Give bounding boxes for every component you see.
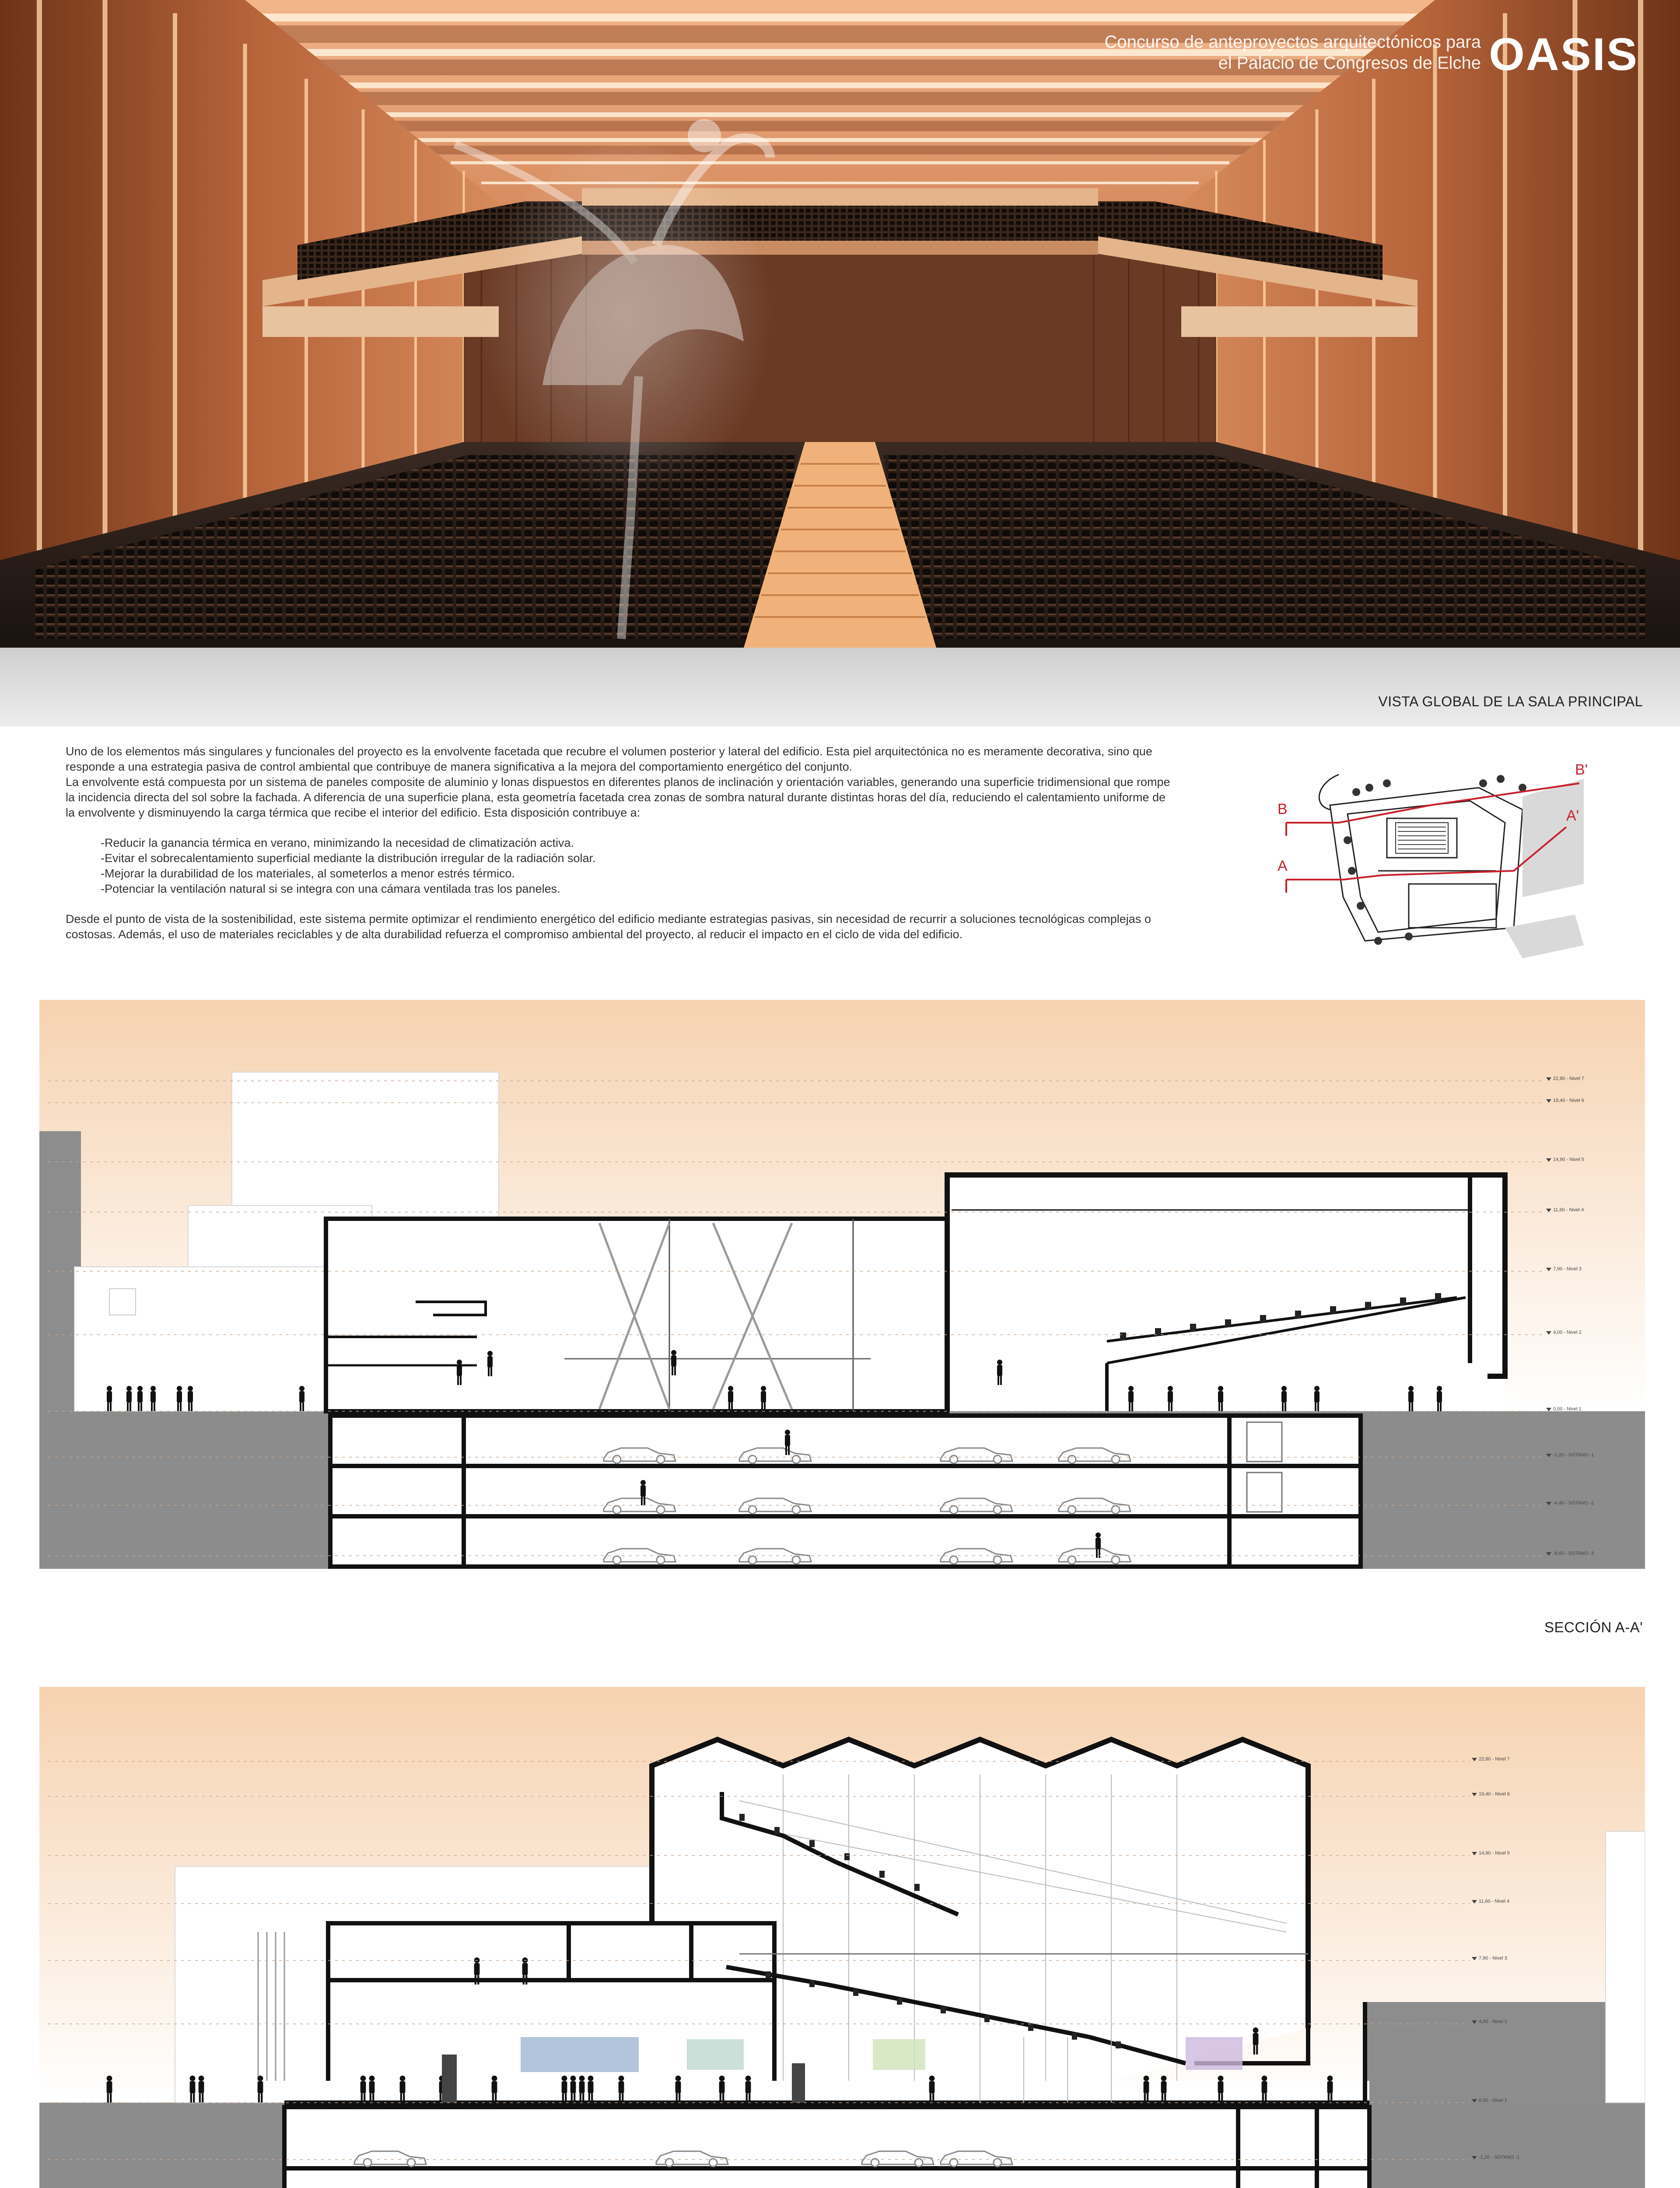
benefit-list <box>101 835 1172 897</box>
section-a-drawing <box>39 1000 1645 1604</box>
level-label: 11,60 - Nivel 4 <box>1553 1207 1584 1213</box>
section-a-svg <box>39 1000 1645 1604</box>
description-text <box>66 744 1172 942</box>
benefit-item: -Evitar el sobrecalentamiento superficial mediante la distribución irregular de la radiación solar. <box>101 852 596 865</box>
level-label: 11,60 - Nivel 4 <box>1479 1899 1510 1904</box>
statue <box>792 2063 805 2103</box>
subtitle-line-1: Concurso de anteproyectos arquitectónicos para <box>1104 32 1481 52</box>
competition-subtitle <box>912 32 1481 74</box>
level-label: 19,40 - Nivel 6 <box>1479 1792 1510 1797</box>
level-label: 4,00 - Nivel 2 <box>1479 2019 1507 2024</box>
section-b-svg <box>39 1687 1645 2188</box>
benefit-item: -Reducir la ganancia térmica en verano, minimizando la necesidad de climatización activa. <box>101 836 574 849</box>
level-label: 14,90 - Nivel 5 <box>1479 1851 1510 1856</box>
auditorium-render <box>0 0 1680 726</box>
level-label: 7,90 - Nivel 3 <box>1479 1956 1507 1961</box>
level-label: 7,90 - Nivel 3 <box>1553 1266 1582 1272</box>
description-paragraph-2: La envolvente está compuesta por un sistema de paneles composite de aluminio y lonas dispuestos en diferentes planos de inclinación y orientación variables, generando una superficie tridimensional que rompe la incidencia directa del sol sobre la fachada. A diferencia de una superficie plana, esta geometría facetada crea zonas de sombra natural durante distintas horas del día, reduciendo el calentamiento uniforme de la envolvente y disminuyendo la carga térmica que recibe el interior del edificio. Esta disposición contribuye a: <box>66 775 1170 819</box>
level-label: -4,40 - SÓTANO -2 <box>1553 1501 1594 1506</box>
statue <box>442 2055 457 2103</box>
level-label: 14,90 - Nivel 5 <box>1553 1157 1584 1162</box>
keyplan-label-a-prime: A' <box>1566 807 1579 824</box>
section-b-drawing <box>39 1687 1645 2188</box>
section-a-caption: SECCIÓN A-A' <box>1544 1619 1643 1635</box>
level-label: 4,00 - Nivel 2 <box>1553 1330 1582 1335</box>
level-label: 19,40 - Nivel 6 <box>1553 1098 1584 1103</box>
level-label: -1,20 - SÓTANO -1 <box>1479 2155 1520 2160</box>
description-paragraph-1: Uno de los elementos más singulares y funcionales del proyecto es la envolvente facetada que recubre el volumen posterior y lateral del edificio. Esta piel arquitectónica no es meramente decorativa, sino que responde a una estrategia pasiva de control ambiental que contribuye de manera significativa a la mejora del comportamiento energético del conjunto. <box>66 745 1152 773</box>
keyplan-label-b-prime: B' <box>1575 761 1588 778</box>
level-label: -8,60 - SÓTANO -3 <box>1553 1551 1594 1556</box>
subtitle-line-2: el Palacio de Congresos de Elche <box>1218 53 1481 73</box>
benefit-item: -Potenciar la ventilación natural si se integra con una cámara ventilada tras los paneles. <box>101 882 560 895</box>
key-plan-drawing <box>1278 740 1592 985</box>
keyplan-label-a: A <box>1278 858 1288 874</box>
hero-caption: VISTA GLOBAL DE LA SALA PRINCIPAL <box>1378 694 1643 709</box>
project-title: OASIS <box>1489 29 1638 80</box>
key-plan <box>1278 740 1592 985</box>
benefit-item: -Mejorar la durabilidad de los materiales, al someterlos a menor estrés térmico. <box>101 867 515 880</box>
auditorium-render-drawing <box>0 0 1680 726</box>
level-label: 0,00 - Nivel 1 <box>1479 2098 1507 2103</box>
description-paragraph-3: Desde el punto de vista de la sostenibilidad, este sistema permite optimizar el rendimiento energético del edificio mediante estrategias pasivas, sin necesidad de recurrir a soluciones tecnológicas complejas o costosas. Además, el uso de materiales reciclables y de alta durabilidad refuerza el compromiso ambiental del proyecto, al reducir el impacto en el ciclo de vida del edificio. <box>66 912 1151 941</box>
level-label: 22,80 - Nivel 7 <box>1553 1076 1584 1081</box>
level-label: 22,80 - Nivel 7 <box>1479 1757 1510 1762</box>
level-label: 0,00 - Nivel 1 <box>1553 1406 1582 1412</box>
level-label: -1,20 - SÓTANO -1 <box>1553 1452 1594 1458</box>
keyplan-label-b: B <box>1278 801 1288 817</box>
